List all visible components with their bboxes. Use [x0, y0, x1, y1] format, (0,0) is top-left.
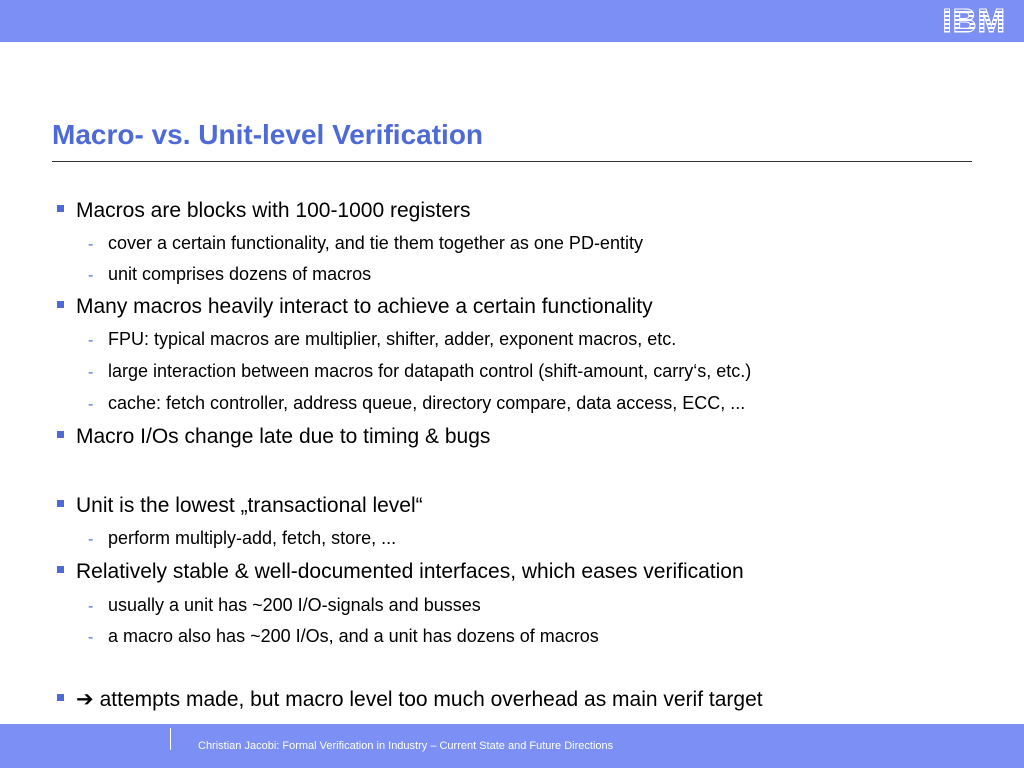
bullet-text: attempts made, but macro level too much overhead as main verif target: [99, 688, 763, 711]
sub-bullet-text: cover a certain functionality, and tie them together as one PD-entity: [108, 233, 643, 253]
bullet-text: Macros are blocks with 100-1000 registers: [76, 199, 471, 222]
dash-bullet-icon: -: [88, 531, 94, 548]
sub-bullet-item: [88, 262, 371, 288]
bullet-item: [57, 493, 423, 519]
footer-divider: [170, 728, 171, 750]
square-bullet-icon: [57, 500, 64, 507]
square-bullet-icon: [57, 205, 64, 212]
square-bullet-icon: [57, 694, 64, 701]
sub-bullet-text: large interaction between macros for datapath control (shift-amount, carry‘s, etc.): [108, 361, 752, 381]
dash-bullet-icon: -: [88, 598, 94, 615]
slide-title: Macro- vs. Unit-level Verification: [52, 119, 484, 150]
ibm-logo: IBM: [942, 2, 1006, 39]
footer-text: Christian Jacobi: Formal Verification in Industry – Current State and Future Directions: [198, 740, 614, 752]
sub-bullet-item: [88, 593, 481, 619]
square-bullet-icon: [57, 301, 64, 308]
bullet-text: Unit is the lowest „transactional level“: [76, 494, 423, 517]
bullet-text: Many macros heavily interact to achieve a certain functionality: [76, 295, 653, 318]
dash-bullet-icon: -: [88, 236, 94, 253]
sub-bullet-item: [88, 231, 643, 257]
sub-bullet-item: [88, 359, 751, 385]
bullet-item: [57, 424, 490, 450]
bullet-item: [57, 559, 744, 585]
sub-bullet-item: [88, 391, 745, 417]
square-bullet-icon: [57, 566, 64, 573]
right-arrow-icon: ➔: [76, 688, 94, 711]
sub-bullet-item: [88, 526, 396, 552]
bullet-text: Relatively stable & well-documented interfaces, which eases verification: [76, 560, 744, 583]
square-bullet-icon: [57, 431, 64, 438]
dash-bullet-icon: -: [88, 629, 94, 646]
dash-bullet-icon: -: [88, 267, 94, 284]
bullet-item: [57, 294, 653, 320]
dash-bullet-icon: -: [88, 364, 94, 381]
dash-bullet-icon: -: [88, 396, 94, 413]
bullet-item: [57, 687, 763, 713]
sub-bullet-text: a macro also has ~200 I/Os, and a unit has dozens of macros: [108, 626, 599, 646]
sub-bullet-text: cache: fetch controller, address queue, directory compare, data access, ECC, ...: [108, 393, 746, 413]
sub-bullet-text: unit comprises dozens of macros: [108, 264, 372, 284]
sub-bullet-text: FPU: typical macros are multiplier, shifter, adder, exponent macros, etc.: [108, 329, 677, 349]
bullet-text: Macro I/Os change late due to timing & bugs: [76, 425, 491, 448]
sub-bullet-text: perform multiply-add, fetch, store, ...: [108, 528, 397, 548]
sub-bullet-item: [88, 327, 676, 353]
sub-bullet-text: usually a unit has ~200 I/O-signals and busses: [108, 595, 481, 615]
bullet-item: [57, 198, 471, 224]
sub-bullet-item: [88, 624, 599, 650]
dash-bullet-icon: -: [88, 332, 94, 349]
